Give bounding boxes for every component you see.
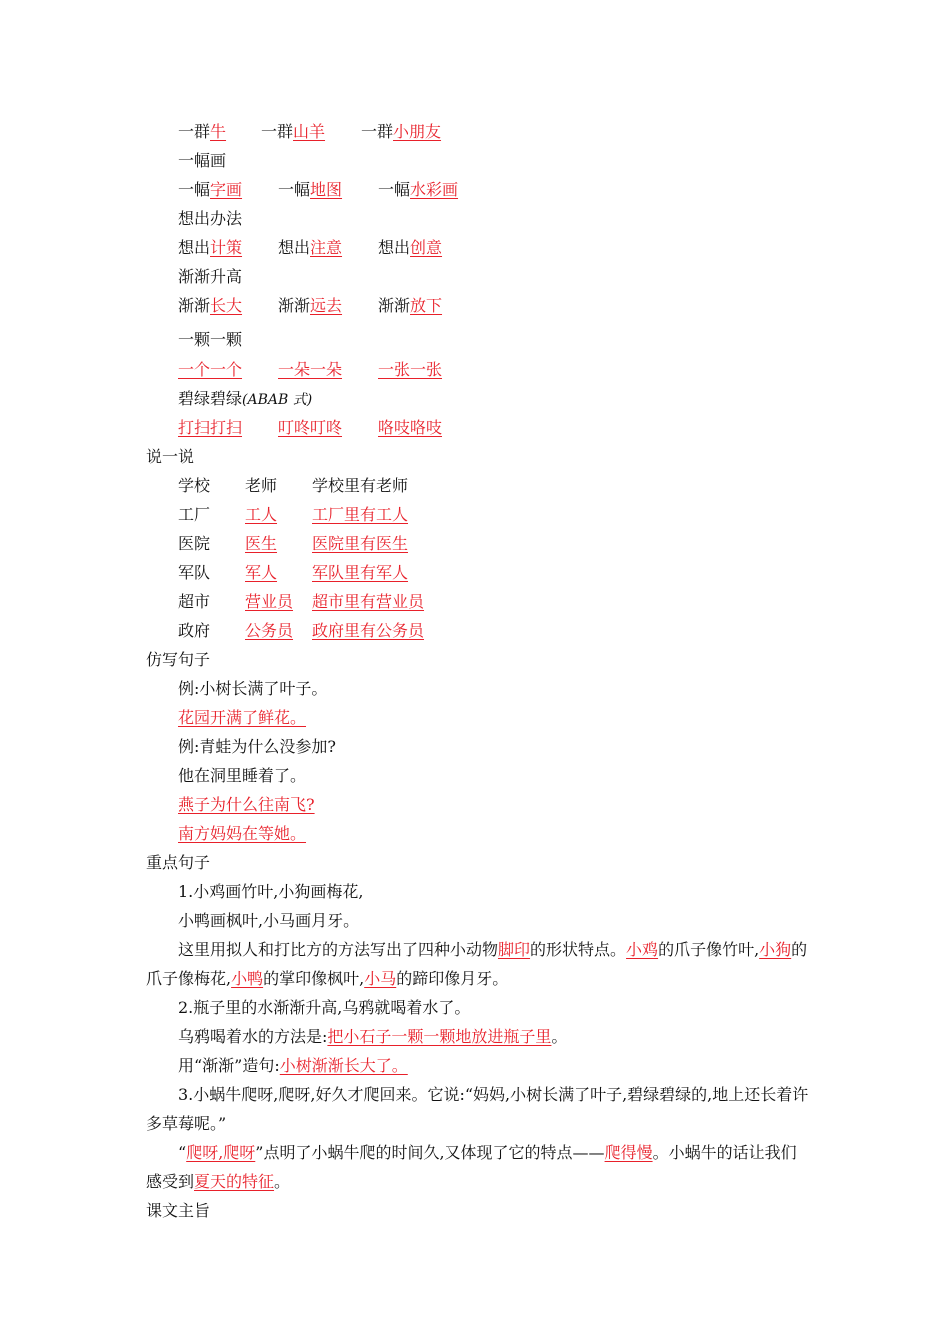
text: 。 (551, 1027, 568, 1046)
key-sentence-2: 2.瓶子里的水渐渐升高,乌鸦就喝着水了。 (178, 998, 471, 1017)
phrase: 碧绿碧绿 (178, 389, 243, 408)
example-phrase-3: 想出办法 (178, 209, 243, 228)
answer: 咯吱咯吱 (378, 418, 443, 437)
imitate-answer-2b: 南方妈妈在等她。 (178, 824, 307, 843)
person: 军人 (245, 563, 278, 582)
place: 工厂 (178, 505, 211, 524)
person: 老师 (245, 476, 278, 495)
imitate-answer-2a-line (178, 794, 315, 816)
imitate-answer-1-line (178, 707, 306, 729)
imitate-answer-1: 花园开满了鲜花。 (178, 708, 307, 727)
answer: 打扫打扫 (178, 418, 243, 437)
answer: 水彩画 (410, 180, 459, 199)
answer: 夏天的特征 (194, 1172, 275, 1191)
person: 营业员 (245, 592, 294, 611)
section-title-speak: 说一说 (146, 447, 195, 466)
text: 用“渐渐”造句: (178, 1056, 280, 1075)
prefix: 渐渐 (178, 296, 211, 315)
prefix: 想出 (278, 238, 311, 257)
text: 的爪子像竹叶, (658, 940, 760, 959)
answer: 爬得慢 (604, 1143, 653, 1162)
imitate-example-1: 例:小树长满了叶子。 (178, 679, 328, 698)
place: 超市 (178, 592, 211, 611)
answer: 小鸭 (231, 969, 264, 988)
key-sentence-1a: 1.小鸡画竹叶,小狗画梅花, (178, 882, 364, 901)
answer: 小马 (364, 969, 397, 988)
key-sentence-1b: 小鸭画枫叶,小马画月牙。 (178, 911, 360, 930)
sentence: 医院里有医生 (312, 534, 409, 553)
text: 。小蜗牛的话让我们感受到 (146, 1143, 797, 1191)
imitate-example-2b: 他在洞里睡着了。 (178, 766, 307, 785)
example-phrase-5: 一颗一颗 (178, 330, 243, 349)
answer: 放下 (410, 296, 443, 315)
key-sentence-3: 3.小蜗牛爬呀,爬呀,好久才爬回来。它说:“妈妈,小树长满了叶子,碧绿碧绿的,地上还长着许多草莓呢。” (146, 1085, 809, 1133)
text: ”点明了小蜗牛爬的时间久,又体现了它的特点—— (255, 1143, 605, 1162)
prefix: 一幅 (278, 180, 311, 199)
text: 这里用拟人和打比方的方法写出了四种小动物 (178, 940, 499, 959)
place: 医院 (178, 534, 211, 553)
key-sentence-2-question (178, 1026, 567, 1048)
prefix: 想出 (378, 238, 411, 257)
sentence: 超市里有营业员 (312, 592, 425, 611)
prefix: 一群 (178, 122, 211, 141)
answer: 远去 (310, 296, 343, 315)
person: 工人 (245, 505, 278, 524)
key-paragraph-1 (146, 935, 811, 993)
key-paragraph-3 (146, 1138, 811, 1196)
section-title-imitate: 仿写句子 (146, 650, 211, 669)
sentence: 工厂里有工人 (312, 505, 409, 524)
answer: 长大 (210, 296, 243, 315)
section-title-key: 重点句子 (146, 853, 211, 872)
answer: 一个一个 (178, 360, 243, 379)
section-title-summary: 课文主旨 (146, 1201, 211, 1220)
answer: 一朵一朵 (278, 360, 343, 379)
text: 。 (274, 1172, 291, 1191)
answer: 小朋友 (393, 122, 442, 141)
example-phrase-6 (178, 388, 312, 411)
answer: 一张一张 (378, 360, 443, 379)
prefix: 一群 (261, 122, 294, 141)
imitate-answer-2a: 燕子为什么往南飞? (178, 795, 315, 814)
place: 军队 (178, 563, 211, 582)
answer: 脚印 (498, 940, 531, 959)
answer: 牛 (210, 122, 227, 141)
answer: 山羊 (293, 122, 326, 141)
place: 学校 (178, 476, 211, 495)
prefix: 渐渐 (378, 296, 411, 315)
phrase-note: (ABAB 式) (242, 392, 313, 408)
answer: 爬呀,爬呀 (186, 1143, 256, 1162)
person: 公务员 (245, 621, 294, 640)
sentence: 军队里有军人 (312, 563, 409, 582)
text: 的形状特点。 (530, 940, 627, 959)
text: 乌鸦喝着水的方法是: (178, 1027, 328, 1046)
sentence: 学校里有老师 (312, 476, 409, 495)
answer: 地图 (310, 180, 343, 199)
prefix: 想出 (178, 238, 211, 257)
person: 医生 (245, 534, 278, 553)
text: 的蹄印像月牙。 (396, 969, 509, 988)
answer: 计策 (210, 238, 243, 257)
imitate-example-2: 例:青蛙为什么没参加? (178, 737, 336, 756)
answer: 小树渐渐长大了。 (279, 1056, 408, 1075)
place: 政府 (178, 621, 211, 640)
key-sentence-2-make (178, 1055, 408, 1077)
answer: 创意 (410, 238, 443, 257)
answer: 字画 (210, 180, 243, 199)
prefix: 一幅 (178, 180, 211, 199)
prefix: 渐渐 (278, 296, 311, 315)
answer: 小鸡 (626, 940, 659, 959)
answer: 把小石子一颗一颗地放进瓶子里 (327, 1027, 552, 1046)
text: 的掌印像枫叶, (263, 969, 365, 988)
text: “ (178, 1143, 187, 1162)
example-phrase-2: 一幅画 (178, 151, 227, 170)
answer: 小狗 (759, 940, 792, 959)
example-phrase-4: 渐渐升高 (178, 267, 243, 286)
text: 的爪子像梅花, (146, 940, 808, 988)
answer: 叮咚叮咚 (278, 418, 343, 437)
prefix: 一幅 (378, 180, 411, 199)
prefix: 一群 (361, 122, 394, 141)
imitate-answer-2b-line (178, 823, 306, 845)
answer: 注意 (310, 238, 343, 257)
sentence: 政府里有公务员 (312, 621, 425, 640)
